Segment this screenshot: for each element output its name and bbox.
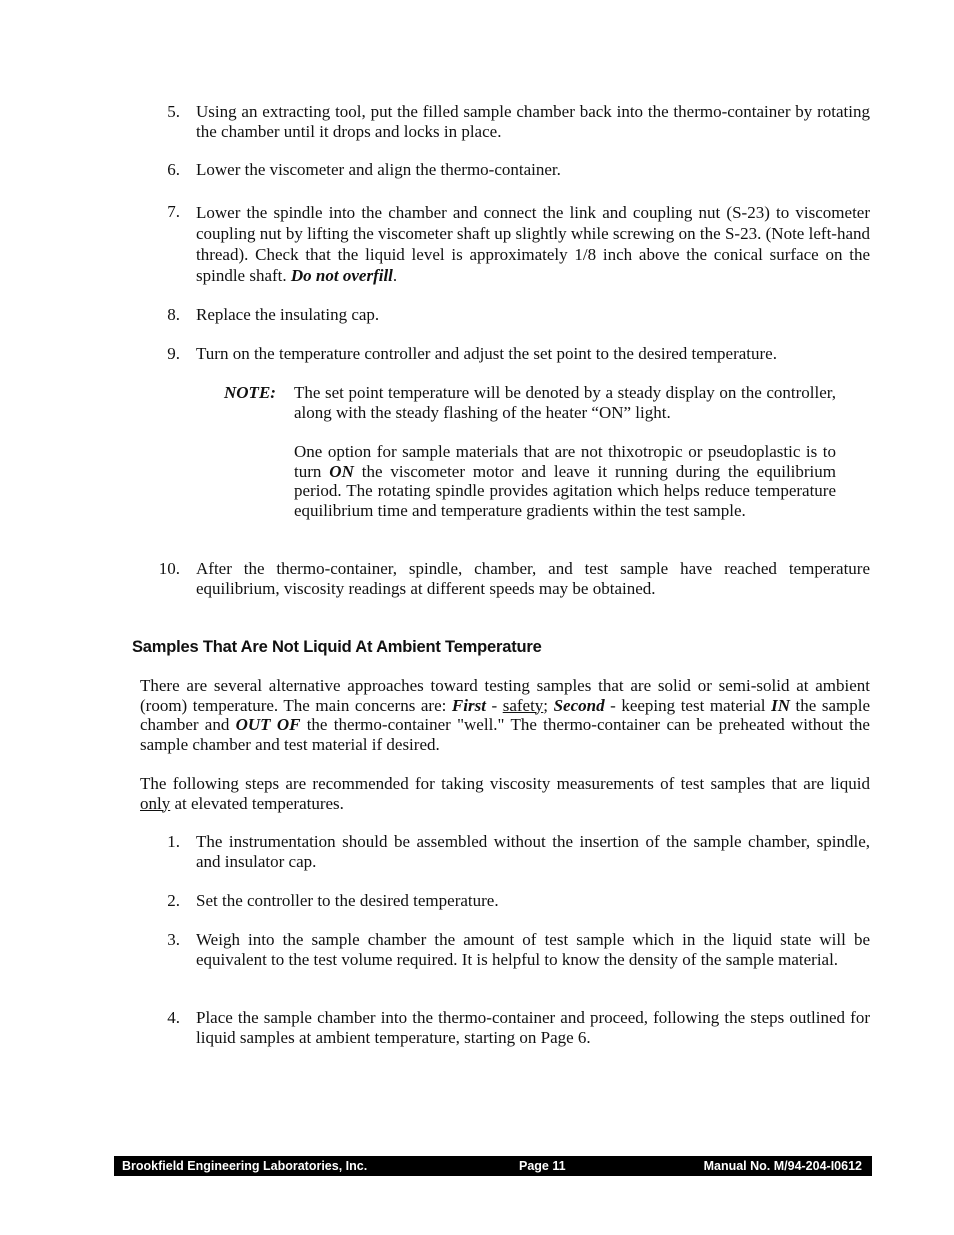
step-number: 6. [167,160,180,179]
step-text: Set the controller to the desired temperature. [196,891,499,910]
step-text: Using an extracting tool, put the filled sample chamber back into the thermo-container by rotating the chamber until it drops and locks in place. [196,102,870,141]
emphasis-second: Second [553,695,605,715]
underline-only: only [140,793,171,813]
emphasis-first: First [451,695,486,715]
step-text-part: Lower the spindle into the chamber and connect the link and coupling nut (S-23) to viscometer coupling nut by lifting the viscometer shaft up slightly while screwing on the S-23. (Note left-hand thread). Check that the liquid level is approximately 1/8 inch above the conical surface on the spindle shaft. [196,203,870,285]
step-text: Weigh into the sample chamber the amount of test sample which in the liquid state will be equivalent to the test volume required. It is helpful to know the density of the sample material. [196,930,870,969]
emphasis-in: IN [771,695,790,715]
step-number: 9. [167,344,180,363]
note-text-part: One option for sample materials that are not thixotropic or pseudoplastic is to turn [294,442,836,481]
section-paragraph-2 [140,774,870,813]
step-text [196,202,870,286]
step-text: The instrumentation should be assembled without the insertion of the sample chamber, spindle, and insulator cap. [196,832,870,871]
section-paragraph-1 [140,676,870,754]
note-paragraph-2 [294,442,836,520]
para-text: the sample chamber and [140,695,870,734]
emphasis-out-of: OUT OF [235,715,301,734]
emphasis-do-not-overfill: Do not overfill [290,266,393,285]
footer-page-number: Page 11 [519,1159,566,1173]
step-number: 3. [167,930,180,949]
footer-company: Brookfield Engineering Laboratories, Inc. [122,1159,368,1173]
note-label: NOTE: [224,383,276,402]
step-text: Place the sample chamber into the thermo-container and proceed, following the steps outlined for liquid samples at ambient temperature, starting on Page 6. [196,1008,870,1047]
para-text: The following steps are recommended for taking viscosity measurements of test samples that are liquid [140,774,870,793]
step-text-part: . [392,266,398,285]
step-number: 8. [167,305,180,324]
note-text-part: the viscometer motor and leave it running during the equilibrium period. The rotating spindle provides agitation which helps reduce temperature equilibrium time and temperature gradients within the test sample. [294,461,837,520]
note-paragraph-1: The set point temperature will be denoted by a steady display on the controller, along with the steady flashing of the heater “ON” light. [294,383,836,422]
step-number: 1. [167,832,180,851]
step-text: Replace the insulating cap. [196,305,380,324]
para-text: at elevated temperatures. [170,793,344,813]
section-heading: Samples That Are Not Liquid At Ambient Temperature [132,638,542,656]
emphasis-on: ON [329,461,354,481]
page-footer [114,1156,872,1176]
step-number: 4. [167,1008,180,1027]
para-text: - keeping test material [604,695,772,715]
para-text: - [485,695,503,715]
step-number: 7. [167,202,180,221]
para-text: There are several alternative approaches toward testing samples that are solid or semi-solid at ambient (room) temperature. The main concerns are: [140,676,870,715]
step-number: 10. [158,559,180,578]
step-text: Turn on the temperature controller and adjust the set point to the desired temperature. [196,344,777,363]
step-number: 2. [167,891,180,910]
underline-safety: safety [502,695,544,715]
para-text: the thermo-container "well." The thermo-container can be preheated without the sample chamber and test material if desired. [140,715,870,754]
footer-manual-number: Manual No. M/94-204-I0612 [703,1159,862,1173]
step-number: 5. [167,102,180,121]
step-text: Lower the viscometer and align the thermo-container. [196,160,561,179]
para-text: ; [543,695,554,715]
step-text: After the thermo-container, spindle, chamber, and test sample have reached temperature equilibrium, viscosity readings at different speeds may be obtained. [196,559,870,598]
